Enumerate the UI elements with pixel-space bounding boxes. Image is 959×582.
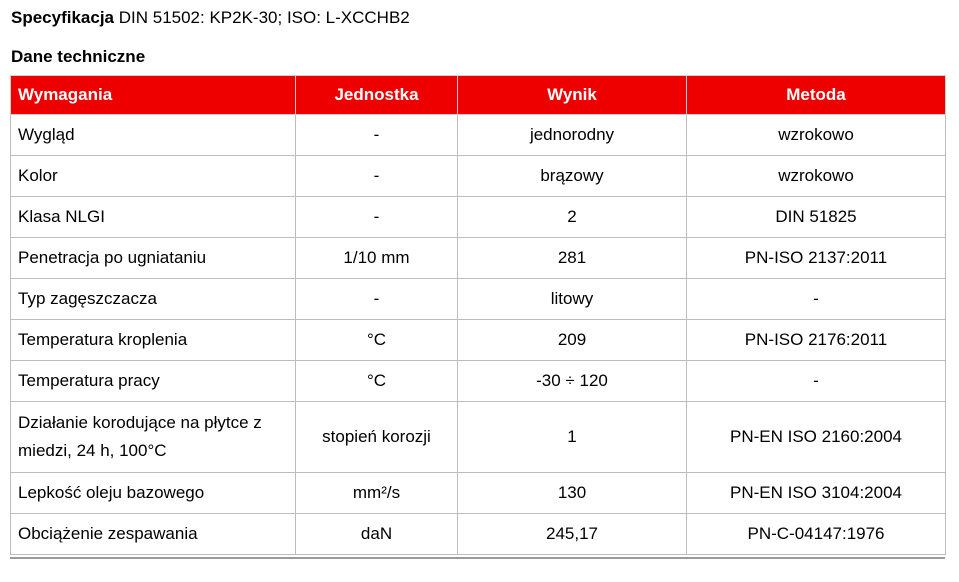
cell-requirement: Temperatura pracy: [11, 361, 296, 402]
cell-unit: -: [296, 156, 458, 197]
cell-method: PN-C-04147:1976: [687, 514, 946, 555]
specification-value: DIN 51502: KP2K-30; ISO: L-XCCHB2: [114, 8, 410, 27]
cell-unit: stopień korozji: [296, 402, 458, 473]
cell-method: -: [687, 279, 946, 320]
specification-line: [11, 8, 410, 28]
header-row: [11, 76, 946, 115]
header-requirement: Wymagania: [11, 76, 296, 115]
cell-unit: mm²/s: [296, 473, 458, 514]
cell-requirement: Wygląd: [11, 115, 296, 156]
cell-requirement: Lepkość oleju bazowego: [11, 473, 296, 514]
cell-unit: °C: [296, 320, 458, 361]
cell-unit: -: [296, 197, 458, 238]
table-row: [11, 115, 946, 156]
cell-result: 281: [458, 238, 687, 279]
cell-result: 245,17: [458, 514, 687, 555]
cell-result: 1: [458, 402, 687, 473]
table-header: [11, 76, 946, 115]
cell-method: PN-EN ISO 3104:2004: [687, 473, 946, 514]
cell-method: -: [687, 361, 946, 402]
table-row: [11, 156, 946, 197]
cell-method: DIN 51825: [687, 197, 946, 238]
cell-result: 209: [458, 320, 687, 361]
cell-requirement: Kolor: [11, 156, 296, 197]
table-row: [11, 197, 946, 238]
cell-result: 2: [458, 197, 687, 238]
cell-method: PN-ISO 2137:2011: [687, 238, 946, 279]
cell-requirement: Działanie korodujące na płytce z miedzi, 24 h, 100°C: [11, 402, 296, 473]
header-method: Metoda: [687, 76, 946, 115]
table-row: [11, 238, 946, 279]
cell-method: wzrokowo: [687, 156, 946, 197]
technical-data-table: [10, 75, 946, 555]
cell-result: jednorodny: [458, 115, 687, 156]
cell-unit: 1/10 mm: [296, 238, 458, 279]
cell-unit: daN: [296, 514, 458, 555]
cell-requirement: Temperatura kroplenia: [11, 320, 296, 361]
table-row: [11, 473, 946, 514]
cell-result: 130: [458, 473, 687, 514]
section-title: Dane techniczne: [11, 47, 146, 66]
cell-unit: -: [296, 279, 458, 320]
specification-label: Specyfikacja: [11, 8, 115, 27]
cell-result: brązowy: [458, 156, 687, 197]
cell-method: PN-EN ISO 2160:2004: [687, 402, 946, 473]
cell-result: -30 ÷ 120: [458, 361, 687, 402]
cell-method: wzrokowo: [687, 115, 946, 156]
table-row: [11, 279, 946, 320]
cell-requirement: Penetracja po ugniataniu: [11, 238, 296, 279]
cell-requirement: Typ zagęszczacza: [11, 279, 296, 320]
table-row: [11, 402, 946, 473]
cell-requirement: Klasa NLGI: [11, 197, 296, 238]
table-row: [11, 320, 946, 361]
cell-unit: °C: [296, 361, 458, 402]
cell-result: litowy: [458, 279, 687, 320]
cell-requirement: Obciążenie zespawania: [11, 514, 296, 555]
header-unit: Jednostka: [296, 76, 458, 115]
table-row: [11, 514, 946, 555]
table-row: [11, 361, 946, 402]
header-result: Wynik: [458, 76, 687, 115]
cell-method: PN-ISO 2176:2011: [687, 320, 946, 361]
bottom-divider: [10, 557, 945, 559]
table-body: [11, 115, 946, 555]
cell-unit: -: [296, 115, 458, 156]
